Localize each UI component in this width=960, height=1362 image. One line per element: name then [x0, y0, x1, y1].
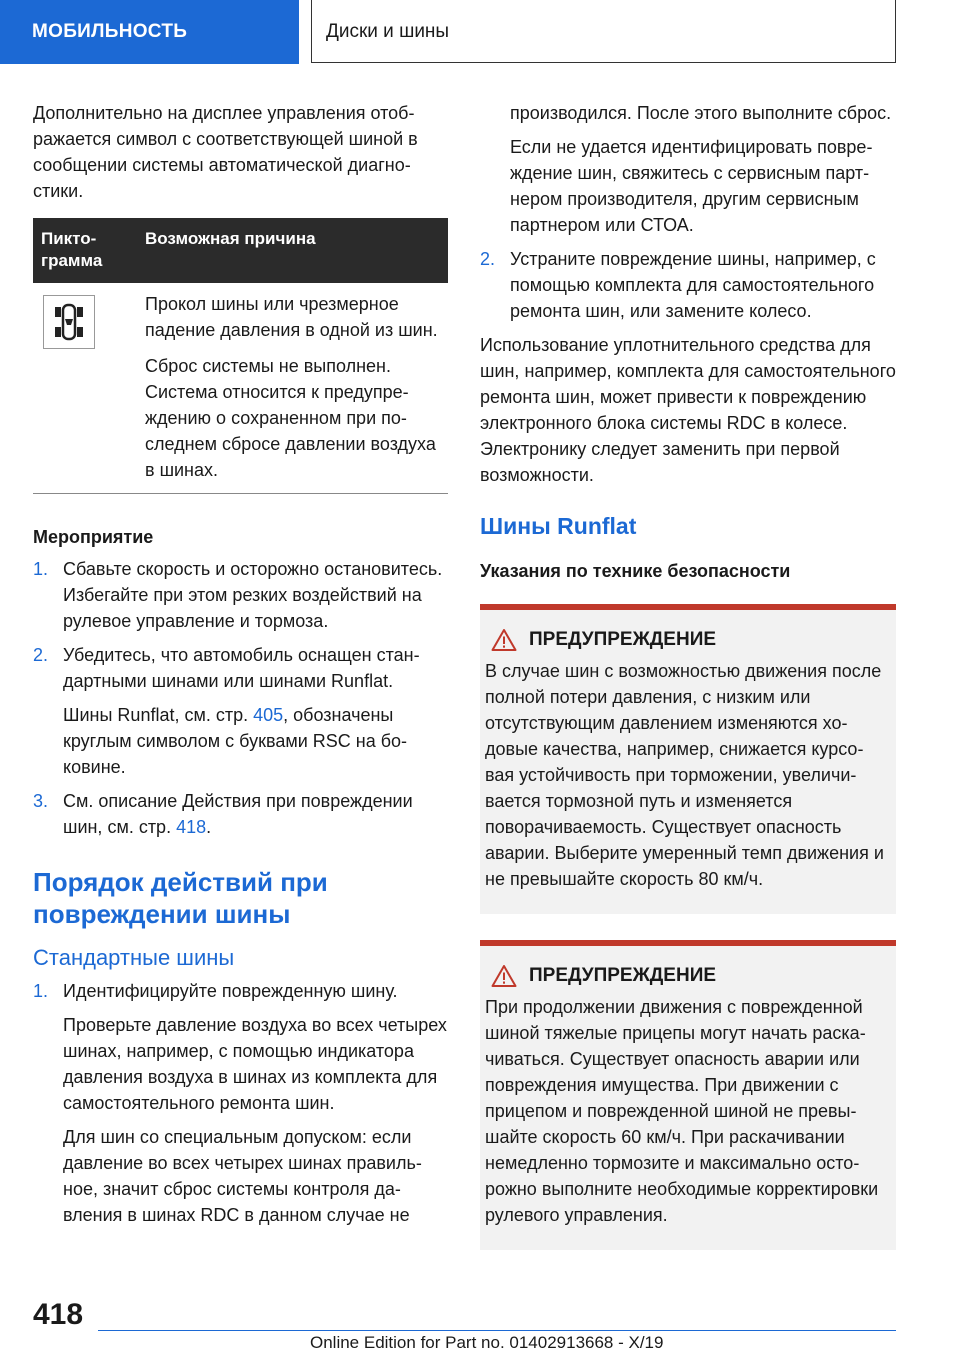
section-tab: МОБИЛЬНОСТЬ	[0, 0, 299, 64]
warning-box	[480, 940, 896, 1250]
list-item	[480, 246, 896, 324]
intro-paragraph: Дополнительно на дисплее управления отображается символ с соответствующей шиной в сообщении системы автоматической диагностики.	[33, 103, 418, 201]
list-number: 1.	[33, 559, 49, 579]
warning-title-text: ПРЕДУПРЕЖДЕНИЕ	[529, 629, 717, 650]
measures-title: Мероприятие	[33, 527, 154, 547]
warning-text: В случае шин с возможностью движения после полной потери давления, с низким или отсутствующим давлением изменяются ходовые качества, например, снижается курсовая устойчивость при торможении, увеличивается тормозной путь и изменяется поворачиваемость. Существует опасность аварии. Выберите умеренный темп движения и не превышайте скорость 80 км/ч.	[485, 661, 884, 889]
list-item-continued	[480, 100, 896, 238]
left-column	[33, 100, 448, 1236]
warning-triangle-icon	[491, 964, 517, 988]
table-header-pictogram: Пиктограмма	[33, 218, 137, 283]
text-run: См. описание Действия при повреждении шин, см. стр.	[63, 791, 413, 837]
page-header	[0, 0, 960, 66]
list-item	[33, 978, 448, 1228]
warning-title	[485, 628, 886, 652]
list-text: Устраните повреждение шины, например, с помощью комплекта для самостоятельного ремонта шин, или замените колесо.	[510, 249, 876, 321]
list-text: Если не удается идентифицировать повреждение шин, свяжитесь с сервисным партнером производителя, другим сервисным партнером или СТОА.	[510, 137, 873, 235]
list-number: 2.	[480, 249, 496, 269]
table-header-cause: Возможная причина	[137, 218, 448, 283]
page-ref-link[interactable]: 418	[176, 817, 207, 837]
warning-triangle-icon	[491, 628, 517, 652]
tire-warning-icon	[43, 295, 95, 349]
list-item	[33, 788, 448, 840]
list-text	[63, 788, 448, 840]
list-text: Проверьте давление воздуха во всех четырех шинах, например, с помощью индикатора давления воздуха в шинах из комплекта для самостоятельного ремонта шин.	[63, 1015, 447, 1113]
warning-title	[485, 964, 886, 988]
rdc-paragraph: Использование уплотнительного средства для шин, например, комплекта для самостоятельного ремонта шин, может привести к повреждению электронного блока системы RDC в колесе. Электронику следует заменить при первой возможности.	[480, 335, 896, 485]
table-cell-cause	[137, 283, 448, 494]
right-column	[480, 100, 896, 1276]
list-text: производился. После этого выполните сброс.	[510, 103, 892, 123]
list-text: Убедитесь, что автомобиль оснащен стандартными шинами или шинами Runflat.	[63, 645, 420, 691]
warning-text: При продолжении движения с поврежденной шиной тяжелые прицепы могут начать раскачиваться. Существует опасность аварии или повреждения имущества. При движении с прицепом и поврежденной шиной не превышайте скорость 60 км/ч. При раскачивании немедленно тормозите и максимально осторожно выполните необходимые корректировки рулевого управления.	[485, 997, 879, 1225]
edition-text: Online Edition for Part no. 01402913668 - X/19	[310, 1333, 664, 1352]
cause-puncture: Прокол шины или чрезмерное падение давления в одной из шин.	[145, 294, 438, 340]
text-run: .	[206, 817, 212, 837]
subsection-heading: Шины Runflat	[480, 513, 637, 539]
section-heading: Порядок действий при повреждении шины	[33, 867, 328, 929]
warning-box	[480, 604, 896, 914]
subsection-heading: Стандартные шины	[33, 945, 235, 970]
text-run: , обозначены круглым символом с буквами RSC на боковине.	[63, 705, 408, 777]
chapter-title: Диски и шины	[311, 0, 896, 63]
page-number: 418	[33, 1298, 84, 1331]
table-header-row	[33, 218, 448, 283]
table-cell-icon	[33, 283, 137, 494]
pictogram-table	[33, 218, 448, 494]
footer-divider	[98, 1330, 896, 1331]
warning-title-text: ПРЕДУПРЕЖДЕНИЕ	[529, 965, 717, 986]
list-number: 1.	[33, 981, 49, 1001]
cause-reset: Сброс системы не выполнен. Система относится к предупреждению о сохраненном при последнем сбросе давлении воздуха в шинах.	[145, 356, 436, 480]
text-run: Шины Runflat, см. стр.	[63, 705, 254, 725]
list-text	[63, 702, 448, 780]
list-text: Для шин со специальным допуском: если давление во всех четырех шинах правильное, значит сброс системы контроля давления в шинах RDC в данном случае не	[63, 1127, 422, 1225]
list-text: Сбавьте скорость и осторожно остановитесь. Избегайте при этом резких воздействий на рулевое управление и тормоза.	[63, 559, 443, 631]
list-item	[33, 556, 448, 634]
list-number: 2.	[33, 645, 49, 665]
list-number: 3.	[33, 791, 49, 811]
table-row	[33, 283, 448, 494]
list-text: Идентифицируйте поврежденную шину.	[63, 981, 398, 1001]
list-item	[33, 642, 448, 780]
safety-heading: Указания по технике безопасности	[480, 561, 791, 581]
page-ref-link[interactable]: 405	[253, 705, 284, 725]
